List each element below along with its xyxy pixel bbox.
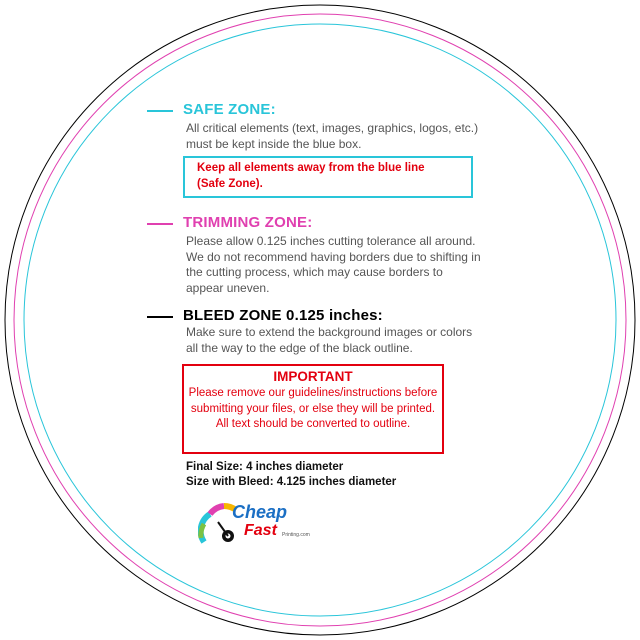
safe-zone-description xyxy=(186,121,478,152)
important-line: Please remove our guidelines/instructions before xyxy=(188,387,438,399)
trimming-zone-swatch xyxy=(147,223,173,225)
bleed-zone-description xyxy=(186,325,472,356)
important-text xyxy=(182,386,444,433)
bleed-zone-swatch xyxy=(147,316,173,318)
important-line: submitting your files, or else they will be printed. xyxy=(190,402,436,415)
safe-zone-swatch xyxy=(147,110,173,112)
safe-zone-note xyxy=(197,161,425,192)
important-line: All text should be converted to outline. xyxy=(215,418,411,430)
trimming-zone-desc-line: appear uneven. xyxy=(186,280,270,295)
logo-text-fast: Fast xyxy=(244,522,277,539)
trimming-zone-desc-line: the cutting process, which may cause borders to xyxy=(186,265,443,279)
bleed-zone-desc-line: all the way to the edge of the black outline. xyxy=(186,340,413,355)
trimming-zone-desc-line: Please allow 0.125 inches cutting tolerance all around. xyxy=(186,234,476,248)
safe-zone-desc-line: All critical elements (text, images, graphics, logos, etc.) xyxy=(186,121,479,135)
final-size: Final Size: 4 inches diameter xyxy=(186,461,344,473)
trimming-zone-desc-line: We do not recommend having borders due to shifting in xyxy=(186,249,481,264)
bleed-zone-desc-line: Make sure to extend the background images or colors xyxy=(186,325,473,339)
logo-text-cheap: Cheap xyxy=(232,502,288,522)
trimming-zone-description xyxy=(186,234,481,296)
trimming-zone-heading: TRIMMING ZONE: xyxy=(183,214,313,231)
important-title: IMPORTANT xyxy=(273,369,353,384)
safe-zone-note-line: Keep all elements away from the blue line xyxy=(197,162,425,174)
logo-text-small: Printing.com xyxy=(282,532,310,538)
logo xyxy=(198,500,328,550)
safe-zone-desc-line: must be kept inside the blue box. xyxy=(186,136,362,151)
bleed-zone-heading: BLEED ZONE 0.125 inches: xyxy=(183,307,383,324)
safe-zone-note-line: (Safe Zone). xyxy=(197,177,263,190)
bleed-size: Size with Bleed: 4.125 inches diameter xyxy=(186,476,397,488)
safe-zone-heading: SAFE ZONE: xyxy=(183,101,276,118)
